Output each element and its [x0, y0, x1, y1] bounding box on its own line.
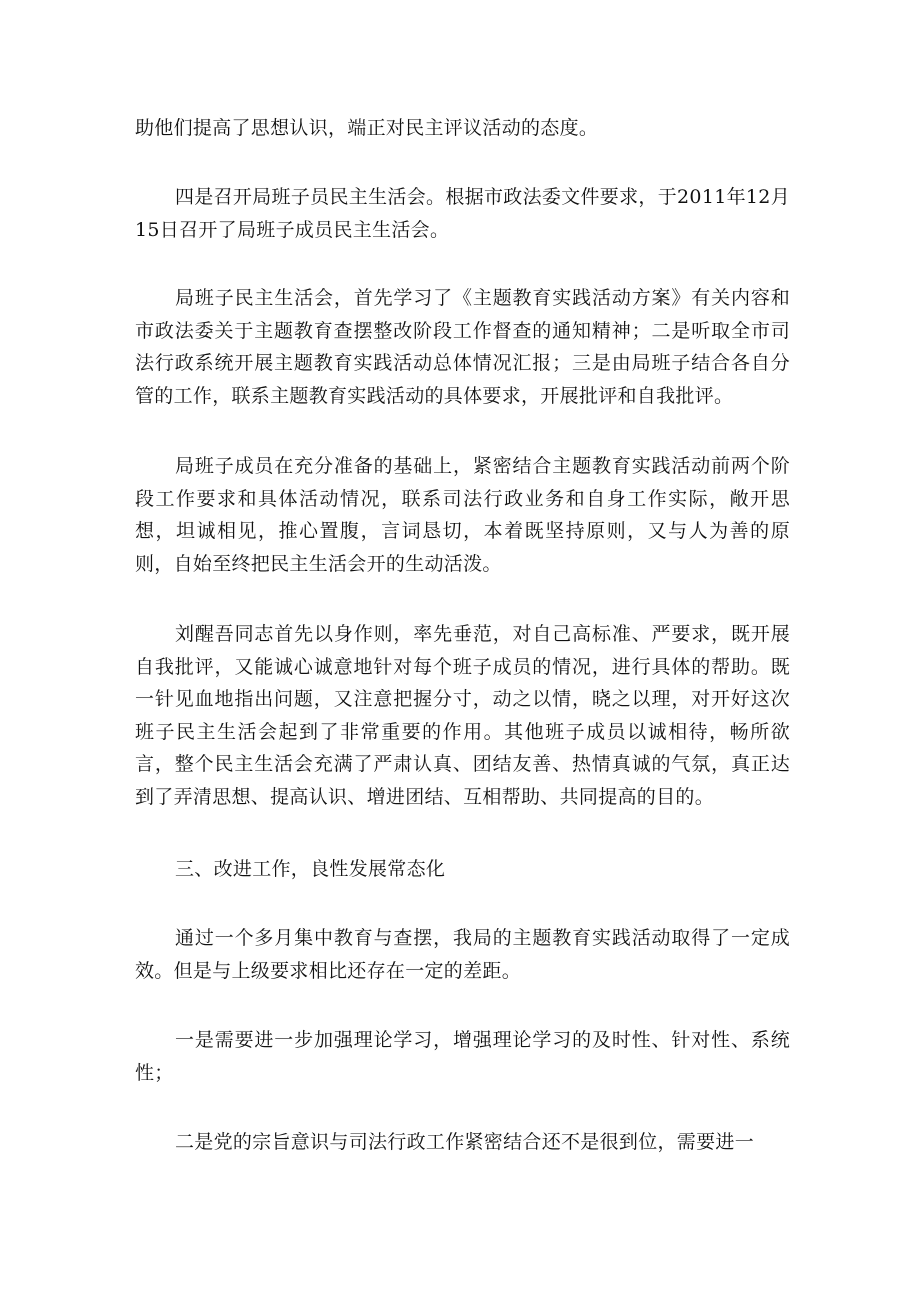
paragraph-meeting-atmosphere: 局班子成员在充分准备的基础上，紧密结合主题教育实践活动前两个阶段工作要求和具体活动情况，联系司法行政业务和自身工作实际，敞开思想，坦诚相见，推心置腹，言词恳切，本着既坚持原则，又与人为善的原则，自始至终把民主生活会开的生动活泼。	[135, 455, 790, 575]
paragraph-meeting-agenda: 局班子民主生活会，首先学习了《主题教育实践活动方案》有关内容和市政法委关于主题教育查摆整改阶段工作督查的通知精神；二是听取全市司法行政系统开展主题教育实践活动总体情况汇报；三是由局班子结合各自分管的工作，联系主题教育实践活动的具体要求，开展批评和自我批评。	[135, 287, 790, 407]
paragraph-point-one: 一是需要进一步加强理论学习，增强理论学习的及时性、针对性、系统性；	[135, 1029, 790, 1084]
paragraph-continuation: 助他们提高了思想认识，端正对民主评议活动的态度。	[135, 117, 599, 139]
paragraph-results-summary: 通过一个多月集中教育与查摆，我局的主题教育实践活动取得了一定成效。但是与上级要求相比还存在一定的差距。	[135, 927, 790, 982]
section-heading: 三、改进工作，良性发展常态化	[175, 858, 446, 880]
paragraph-point-two: 二是党的宗旨意识与司法行政工作紧密结合还不是很到位，需要进一	[175, 1131, 755, 1153]
paragraph-democratic-life-meeting: 四是召开局班子员民主生活会。根据市政法委文件要求，于2011年12月15日召开了局班子成员民主生活会。	[135, 186, 790, 241]
paragraph-leader-example: 刘醒吾同志首先以身作则，率先垂范，对自己高标准、严要求，既开展自我批评，又能诚心诚意地针对每个班子成员的情况，进行具体的帮助。既一针见血地指出问题，又注意把握分寸，动之以情，晓之以理，对开好这次班子民主生活会起到了非常重要的作用。其他班子成员以诚相待，畅所欲言，整个民主生活会充满了严肃认真、团结友善、热情真诚的气氛，真正达到了弄清思想、提高认识、增进团结、互相帮助、共同提高的目的。	[135, 623, 790, 808]
